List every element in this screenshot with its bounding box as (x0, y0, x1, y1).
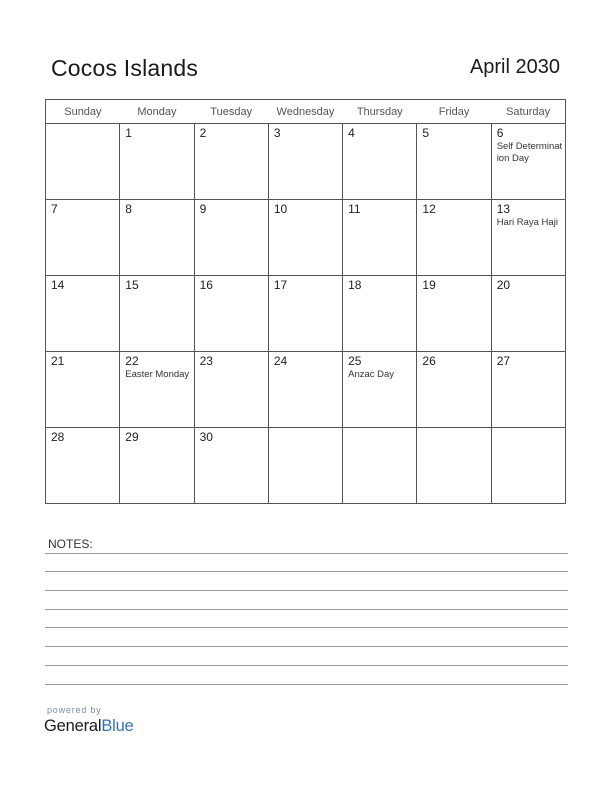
day-number: 3 (273, 126, 281, 140)
weekday-header: Monday (120, 100, 194, 124)
day-cell (194, 200, 268, 276)
day-cell (46, 352, 120, 428)
day-cell (268, 124, 342, 200)
day-number: 9 (199, 202, 207, 216)
notes-line (45, 665, 568, 666)
day-cell (417, 352, 491, 428)
day-number: 16 (199, 278, 213, 292)
day-number: 28 (51, 430, 65, 444)
logo-general-text: General (44, 717, 102, 735)
weekday-header: Tuesday (194, 100, 268, 124)
day-cell (343, 428, 417, 504)
day-cell (46, 428, 120, 504)
day-number: 20 (496, 278, 511, 292)
notes-line (45, 627, 568, 628)
weekday-header: Thursday (343, 100, 417, 124)
day-cell (194, 352, 268, 428)
notes-label: NOTES: (48, 537, 93, 551)
day-number: 23 (199, 354, 213, 368)
day-number: 14 (51, 278, 65, 292)
day-cell (268, 200, 342, 276)
day-cell (268, 428, 342, 504)
day-number: 4 (348, 126, 355, 140)
day-number: 8 (125, 202, 132, 216)
logo-blue-text: Blue (101, 717, 134, 735)
day-cell (46, 276, 120, 352)
weekday-header-row (46, 100, 566, 124)
day-number: 22 (125, 354, 139, 368)
day-cell (417, 428, 491, 504)
day-cell (343, 276, 417, 352)
week-row (46, 428, 566, 504)
day-cell (120, 352, 194, 428)
holiday-label: Anzac Day (348, 369, 395, 380)
powered-by-text: powered by (47, 705, 102, 715)
day-number: 29 (125, 430, 139, 444)
day-number: 26 (422, 354, 436, 368)
day-number: 24 (273, 354, 288, 368)
day-number: 5 (422, 126, 430, 140)
notes-line (45, 590, 568, 591)
day-cell (120, 428, 194, 504)
day-cell (268, 276, 342, 352)
day-number: 6 (496, 126, 504, 140)
notes-line (45, 609, 568, 610)
holiday-label: Easter Monday (125, 369, 190, 380)
day-number: 2 (199, 126, 207, 140)
day-cell (120, 276, 194, 352)
day-cell (491, 352, 565, 428)
day-number: 30 (199, 430, 213, 444)
day-cell (343, 352, 417, 428)
day-cell (46, 200, 120, 276)
weekday-header: Wednesday (268, 100, 342, 124)
week-row (46, 352, 566, 428)
weekday-header: Friday (417, 100, 491, 124)
day-cell (417, 276, 491, 352)
day-cell (417, 124, 491, 200)
calendar-grid (45, 99, 566, 504)
day-cell (194, 124, 268, 200)
day-cell (491, 200, 565, 276)
day-number: 19 (422, 278, 436, 292)
day-number: 21 (51, 354, 65, 368)
day-cell (491, 276, 565, 352)
day-cell (343, 124, 417, 200)
day-number: 13 (496, 202, 511, 216)
day-number: 18 (348, 278, 362, 292)
holiday-label: Self Determination Day (496, 141, 563, 164)
day-cell (120, 124, 194, 200)
day-number: 10 (273, 202, 288, 216)
notes-line (45, 553, 568, 554)
day-cell (417, 200, 491, 276)
weekday-header: Saturday (491, 100, 565, 124)
notes-line (45, 646, 568, 647)
day-number: 25 (348, 354, 362, 368)
day-number: 15 (125, 278, 139, 292)
day-number: 1 (125, 126, 132, 140)
week-row (46, 124, 566, 200)
day-number: 27 (496, 354, 511, 368)
day-cell (194, 428, 268, 504)
month-year-title: April 2030 (469, 56, 560, 78)
day-cell (194, 276, 268, 352)
week-row (46, 200, 566, 276)
week-row (46, 276, 566, 352)
day-number: 7 (51, 202, 58, 216)
holiday-label: Hari Raya Haji (496, 217, 558, 228)
weekday-header: Sunday (46, 100, 120, 124)
day-cell (491, 428, 565, 504)
day-cell (343, 200, 417, 276)
day-number: 17 (273, 278, 288, 292)
day-cell (268, 352, 342, 428)
generalblue-logo (44, 717, 134, 736)
day-number: 12 (422, 202, 436, 216)
country-title: Cocos Islands (51, 55, 199, 81)
day-number: 11 (348, 202, 361, 216)
day-cell (120, 200, 194, 276)
notes-line (45, 684, 568, 685)
notes-line (45, 571, 568, 572)
day-cell (491, 124, 565, 200)
day-cell (46, 124, 120, 200)
